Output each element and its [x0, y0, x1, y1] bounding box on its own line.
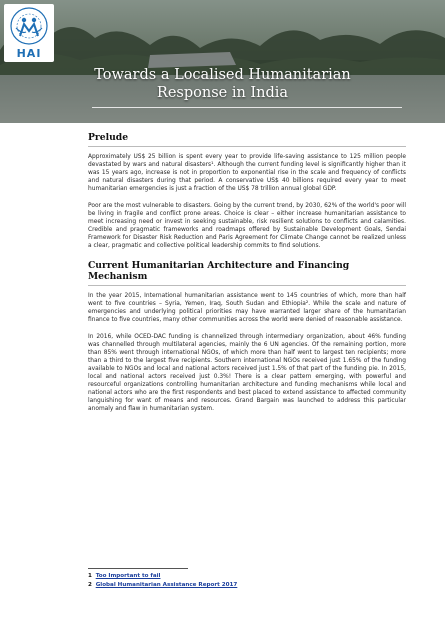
- section-heading: Current Humanitarian Architecture and Financing Mechanism: [88, 259, 350, 282]
- paragraph: In 2016, while OCED-DAC funding is channelized through intermediary organization, about 46% funding was channelled through multilateral agencies, mainly the 6 UN agencies. Of the remaining portion, more than 85% went through international NGOs, of which more than half went to largest ten recipients; more than a third to the largest five recipients. Southern international NGOs received just 1.65% of the funding available to NGOs and local and national actors received just 1.5% of that part of the funding pie. In 2015, local and national actors received just 0.3%! There is a clear pattern emerging, with powerful and resourceful organizations controlling humanitarian architecture and funding mechanisms while local and national actors who are the first respondents and best placed to extend assistance to affected community languishing for want of means and resources. Grand Bargain was launched to address this particular anomaly and flaw in humanitarian system.: [88, 333, 406, 413]
- header-photo: [0, 0, 445, 123]
- section-divider: [88, 146, 406, 147]
- paragraph: Poor are the most vulnerable to disasters. Going by the current trend, by 2030, 62% of the world's poor will be living in fragile and conflict prone areas. Choice is clear – either increase humanitarian assistance to meet increasing need or invest in seeking sustainable, risk resilient solutions to conflicts and calamities. Credible and pragmatic frameworks and roadmaps offered by Sustainable Development Goals, Sendai Framework for Disaster Risk Reduction and Paris Agreement for Climate Change cannot be realized unless a clear, pragmatic and collective political leadership commits to find solutions.: [88, 203, 406, 250]
- hai-logo: [4, 4, 54, 62]
- footnote-number: 1: [88, 573, 92, 579]
- page-title: [60, 66, 385, 102]
- section-divider: [88, 285, 406, 286]
- paragraph: In the year 2015, International humanitarian assistance went to 145 countries of which, more than half went to five countries – Syria, Yemen, Iraq, South Sudan and Ethiopia². While the scale and nature of emergencies and underlying political priorities may have warranted larger share of the humanitarian finance to five countries, many other communities across the world were denied of reasonable assistance.: [88, 292, 406, 323]
- footnote-divider: [88, 568, 188, 569]
- footnotes: [88, 572, 388, 590]
- footnote-link[interactable]: Too Important to fail: [95, 573, 161, 579]
- footnote-item: [88, 572, 388, 581]
- document-body: [88, 132, 406, 422]
- title-line-1: Towards a Localised Humanitarian: [94, 67, 351, 83]
- section-prelude: [88, 132, 406, 251]
- logo-emblem-icon: [4, 4, 54, 50]
- section-architecture: [88, 260, 406, 414]
- title-divider: [92, 107, 402, 108]
- paragraph: Approximately US$ 25 billion is spent every year to provide life-saving assistance to 125 million people devastated by wars and natural disasters¹. Although the current funding level is significantly higher than it was 15 years ago, increase is not in proportion to exponential rise in the scale and frequency of conflicts and natural disasters during that period. A conservative US$ 40 billions required every year to meet humanitarian emergencies is just a fraction of the US$ 78 trillion annual global GDP.: [88, 154, 406, 193]
- footnote-item: [88, 581, 388, 590]
- title-line-2: Response in India: [156, 85, 289, 101]
- footnote-number: 2: [88, 582, 92, 588]
- logo-text: HAI: [16, 47, 42, 60]
- footnote-link[interactable]: Global Humanitarian Assistance Report 2017: [95, 582, 238, 588]
- section-heading: Prelude: [88, 132, 129, 143]
